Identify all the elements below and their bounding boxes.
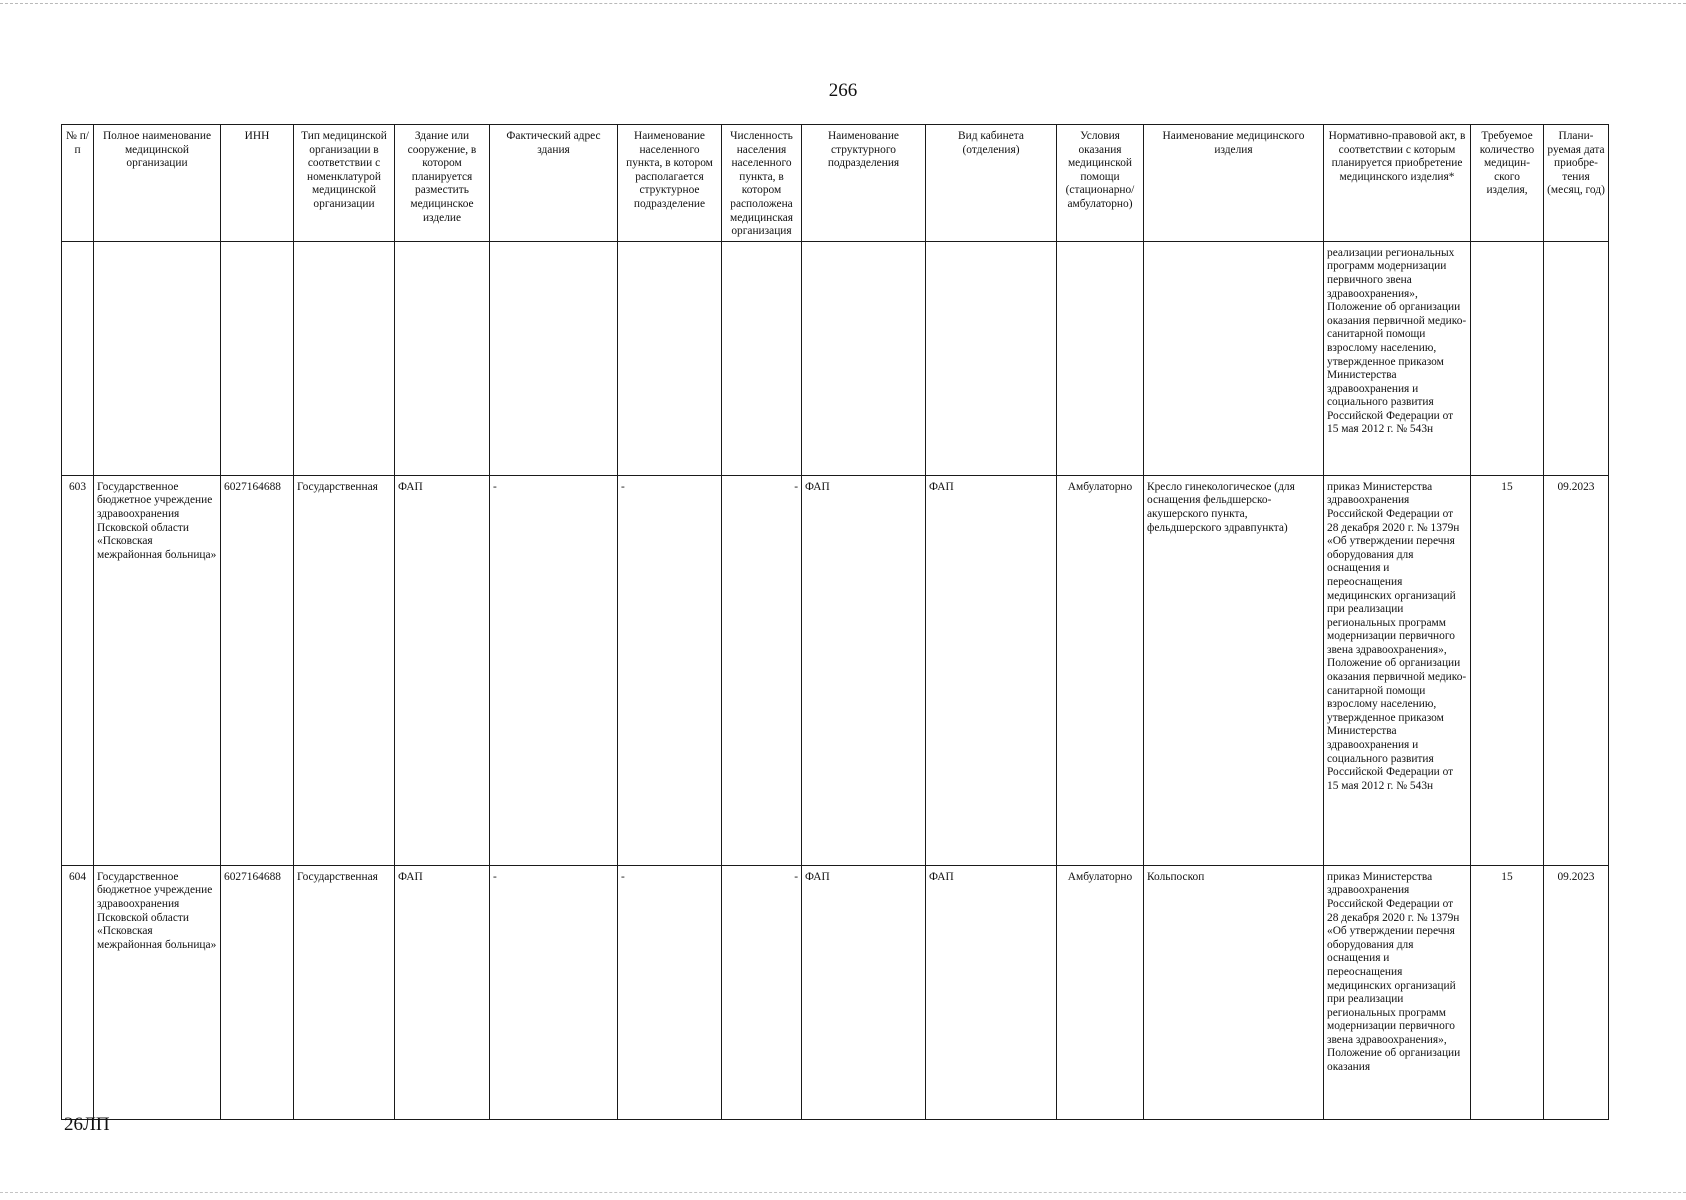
purchase-date: 09.2023: [1544, 475, 1609, 865]
header-room-type: Вид кабинета (отделения): [926, 125, 1057, 242]
equipment-registry-table: [61, 124, 1609, 1120]
population: -: [722, 475, 802, 865]
purchase-date: 09.2023: [1544, 865, 1609, 1119]
header-settlement: Наименование населенного пункта, в котором располагается структурное подразделение: [618, 125, 722, 242]
page-number: 266: [828, 80, 858, 101]
building: ФАП: [395, 865, 490, 1119]
address: -: [490, 865, 618, 1119]
table-cell: [94, 241, 221, 475]
table-cell: [1144, 241, 1324, 475]
inn: 6027164688: [221, 475, 294, 865]
building: ФАП: [395, 475, 490, 865]
header-unit: Наименование структурного подразделения: [802, 125, 926, 242]
population: -: [722, 865, 802, 1119]
org-type: Государственная: [294, 475, 395, 865]
table-cell: [926, 241, 1057, 475]
device-name: Кресло гинекологическое (для оснащения фельдшерско-акушерского пункта, фельдшерского здравпункта): [1144, 475, 1324, 865]
header-population: Численность населения населенного пункта, в котором расположена медицинская организация: [722, 125, 802, 242]
room-type: ФАП: [926, 865, 1057, 1119]
header-conditions: Условия оказания медицинской помощи (стационарно/ амбулаторно): [1057, 125, 1144, 242]
care-conditions: Амбулаторно: [1057, 865, 1144, 1119]
table-cell: [62, 241, 94, 475]
header-building: Здание или сооружение, в котором планируется разместить медицинское изделие: [395, 125, 490, 242]
header-quantity: Требуемое количество медицин-ского изделия,: [1471, 125, 1544, 242]
header-num: № п/п: [62, 125, 94, 242]
table-cell: [1544, 241, 1609, 475]
legal-act: приказ Министерства здравоохранения Российской Федерации от 28 декабря 2020 г. № 1379н «Об утверждении перечня оборудования для оснащения и переоснащения медицинских организаций при реализации региональных программ модернизации первичного звена здравоохранения», Положение об организации оказания первичной медико-санитарной помощи взрослому населению, утвержденное приказом Министерства здравоохранения и социального развития Российской Федерации от 15 мая 2012 г. № 543н: [1324, 475, 1471, 865]
table-cell: [722, 241, 802, 475]
table-cell: [1471, 241, 1544, 475]
table-row-continuation: [62, 241, 1609, 475]
legal-act: приказ Министерства здравоохранения Российской Федерации от 28 декабря 2020 г. № 1379н «Об утверждении перечня оборудования для оснащения и переоснащения медицинских организаций при реализации региональных программ модернизации первичного звена здравоохранения», Положение об организации оказания: [1324, 865, 1471, 1119]
table-cell: [221, 241, 294, 475]
room-type: ФАП: [926, 475, 1057, 865]
care-conditions: Амбулаторно: [1057, 475, 1144, 865]
table-cell: [618, 241, 722, 475]
settlement: -: [618, 865, 722, 1119]
address: -: [490, 475, 618, 865]
table-cell: [490, 241, 618, 475]
header-device: Наименование медицинского изделия: [1144, 125, 1324, 242]
structural-unit: ФАП: [802, 475, 926, 865]
org-name: Государственное бюджетное учреждение здравоохранения Псковской области «Псковская межрайонная больница»: [94, 475, 221, 865]
table-row: [62, 475, 1609, 865]
org-name: Государственное бюджетное учреждение здравоохранения Псковской области «Псковская межрайонная больница»: [94, 865, 221, 1119]
table-cell: [1057, 241, 1144, 475]
header-org-name: Полное наименование медицинской организации: [94, 125, 221, 242]
header-inn: ИНН: [221, 125, 294, 242]
scan-edge-top: [0, 3, 1686, 4]
row-number: 603: [62, 475, 94, 865]
row-number: 604: [62, 865, 94, 1119]
org-type: Государственная: [294, 865, 395, 1119]
table-cell: [395, 241, 490, 475]
header-date: Плани-руемая дата приобре-тения (месяц, год): [1544, 125, 1609, 242]
header-org-type: Тип медицинской организации в соответствии с номенклатурой медицинской организации: [294, 125, 395, 242]
footer-code: 26ЛП: [64, 1114, 110, 1135]
structural-unit: ФАП: [802, 865, 926, 1119]
inn: 6027164688: [221, 865, 294, 1119]
header-legal-act: Нормативно-правовой акт, в соответствии с которым планируется приобретение медицинского изделия*: [1324, 125, 1471, 242]
header-row: [62, 125, 1609, 242]
legal-act-continuation: реализации региональных программ модернизации первичного звена здравоохранения», Положение об организации оказания первичной медико-санитарной помощи взрослому населению, утвержденное приказом Министерства здравоохранения и социального развития Российской Федерации от 15 мая 2012 г. № 543н: [1324, 241, 1471, 475]
quantity: 15: [1471, 865, 1544, 1119]
table-row: [62, 865, 1609, 1119]
device-name: Кольпоскоп: [1144, 865, 1324, 1119]
settlement: -: [618, 475, 722, 865]
header-address: Фактический адрес здания: [490, 125, 618, 242]
table-cell: [802, 241, 926, 475]
scan-edge-bottom: [0, 1192, 1686, 1193]
quantity: 15: [1471, 475, 1544, 865]
table-cell: [294, 241, 395, 475]
